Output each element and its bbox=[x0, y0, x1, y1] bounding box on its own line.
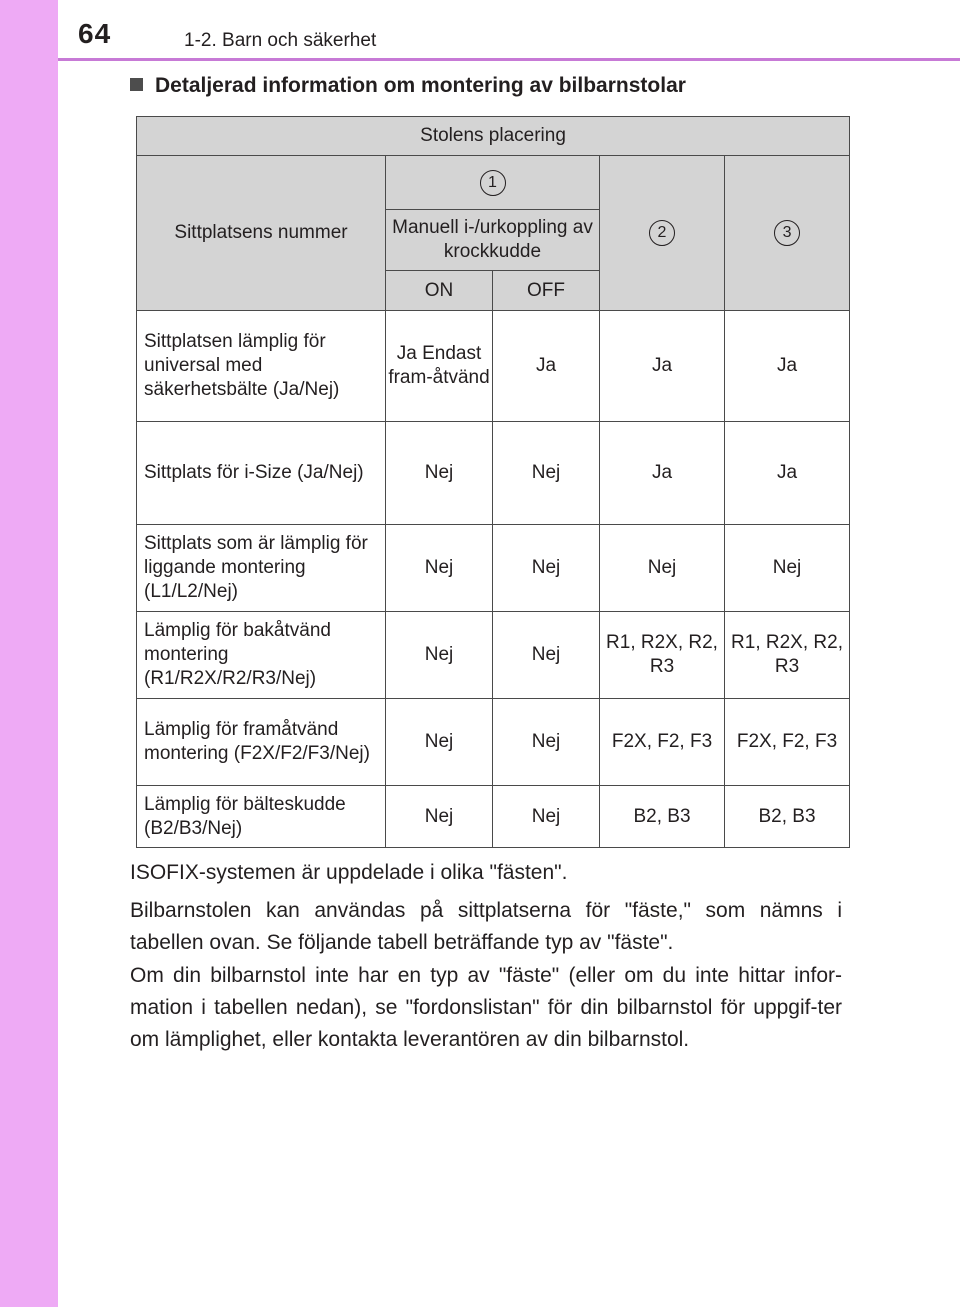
position-number-1: 1 bbox=[480, 170, 506, 196]
cell-position-3: Nej bbox=[725, 525, 850, 612]
row-label: Lämplig för framåtvänd montering (F2X/F2/F3/Nej) bbox=[137, 699, 386, 786]
airbag-switch-label: Manuell i-/urkoppling av krockkudde bbox=[386, 210, 600, 271]
square-bullet-icon bbox=[130, 78, 143, 91]
cell-off: Nej bbox=[493, 525, 600, 612]
position-1-header bbox=[386, 156, 600, 210]
cell-position-2: R1, R2X, R2, R3 bbox=[600, 612, 725, 699]
on-header: ON bbox=[386, 271, 493, 311]
cell-off: Nej bbox=[493, 786, 600, 848]
section-heading bbox=[130, 74, 686, 98]
cell-on: Nej bbox=[386, 786, 493, 848]
section-title: 1-2. Barn och säkerhet bbox=[184, 30, 377, 51]
cell-on: Nej bbox=[386, 422, 493, 525]
position-2-header bbox=[600, 156, 725, 311]
off-header: OFF bbox=[493, 271, 600, 311]
seat-position-table bbox=[136, 116, 850, 848]
cell-position-2: Ja bbox=[600, 422, 725, 525]
heading-text: Detaljerad information om montering av bilbarnstolar bbox=[155, 74, 686, 97]
cell-position-3: Ja bbox=[725, 422, 850, 525]
paragraph: Om din bilbarnstol inte har en typ av "fäste" (eller om du inte hittar infor-mation i tabellen nedan), se "fordonslistan" för din bilbarnstol för uppgif-ter om lämplighet, eller kontakta leverantören av din bilbarnstol. bbox=[130, 964, 842, 1051]
page-sidebar bbox=[0, 0, 58, 1307]
row-label: Lämplig för bakåtvänd montering (R1/R2X/R2/R3/Nej) bbox=[137, 612, 386, 699]
cell-off: Nej bbox=[493, 699, 600, 786]
cell-position-2: F2X, F2, F3 bbox=[600, 699, 725, 786]
row-label: Sittplatsen lämplig för universal med säkerhetsbälte (Ja/Nej) bbox=[137, 311, 386, 422]
cell-off: Nej bbox=[493, 422, 600, 525]
page-number: 64 bbox=[78, 18, 112, 49]
cell-on: Nej bbox=[386, 699, 493, 786]
cell-position-3: F2X, F2, F3 bbox=[725, 699, 850, 786]
cell-on: Ja Endast fram-åtvänd bbox=[386, 311, 493, 422]
row-label: Sittplats för i-Size (Ja/Nej) bbox=[137, 422, 386, 525]
cell-position-2: Nej bbox=[600, 525, 725, 612]
cell-on: Nej bbox=[386, 525, 493, 612]
row-label: Lämplig för bälteskudde (B2/B3/Nej) bbox=[137, 786, 386, 848]
cell-on: Nej bbox=[386, 612, 493, 699]
paragraph: Bilbarnstolen kan användas på sittplatserna för "fäste," som nämns i tabellen ovan. Se följande tabell beträffande typ av "fäste". bbox=[130, 899, 842, 954]
position-3-header bbox=[725, 156, 850, 311]
cell-position-2: B2, B3 bbox=[600, 786, 725, 848]
table-title: Stolens placering bbox=[137, 117, 850, 156]
position-number-2: 2 bbox=[649, 220, 675, 246]
cell-off: Nej bbox=[493, 612, 600, 699]
paragraph: ISOFIX-systemen är uppdelade i olika "fästen". bbox=[130, 861, 568, 884]
seat-number-label: Sittplatsens nummer bbox=[137, 156, 386, 311]
cell-position-3: R1, R2X, R2, R3 bbox=[725, 612, 850, 699]
cell-position-2: Ja bbox=[600, 311, 725, 422]
header-divider bbox=[58, 58, 960, 61]
cell-position-3: B2, B3 bbox=[725, 786, 850, 848]
cell-off: Ja bbox=[493, 311, 600, 422]
cell-position-3: Ja bbox=[725, 311, 850, 422]
row-label: Sittplats som är lämplig för liggande montering (L1/L2/Nej) bbox=[137, 525, 386, 612]
position-number-3: 3 bbox=[774, 220, 800, 246]
